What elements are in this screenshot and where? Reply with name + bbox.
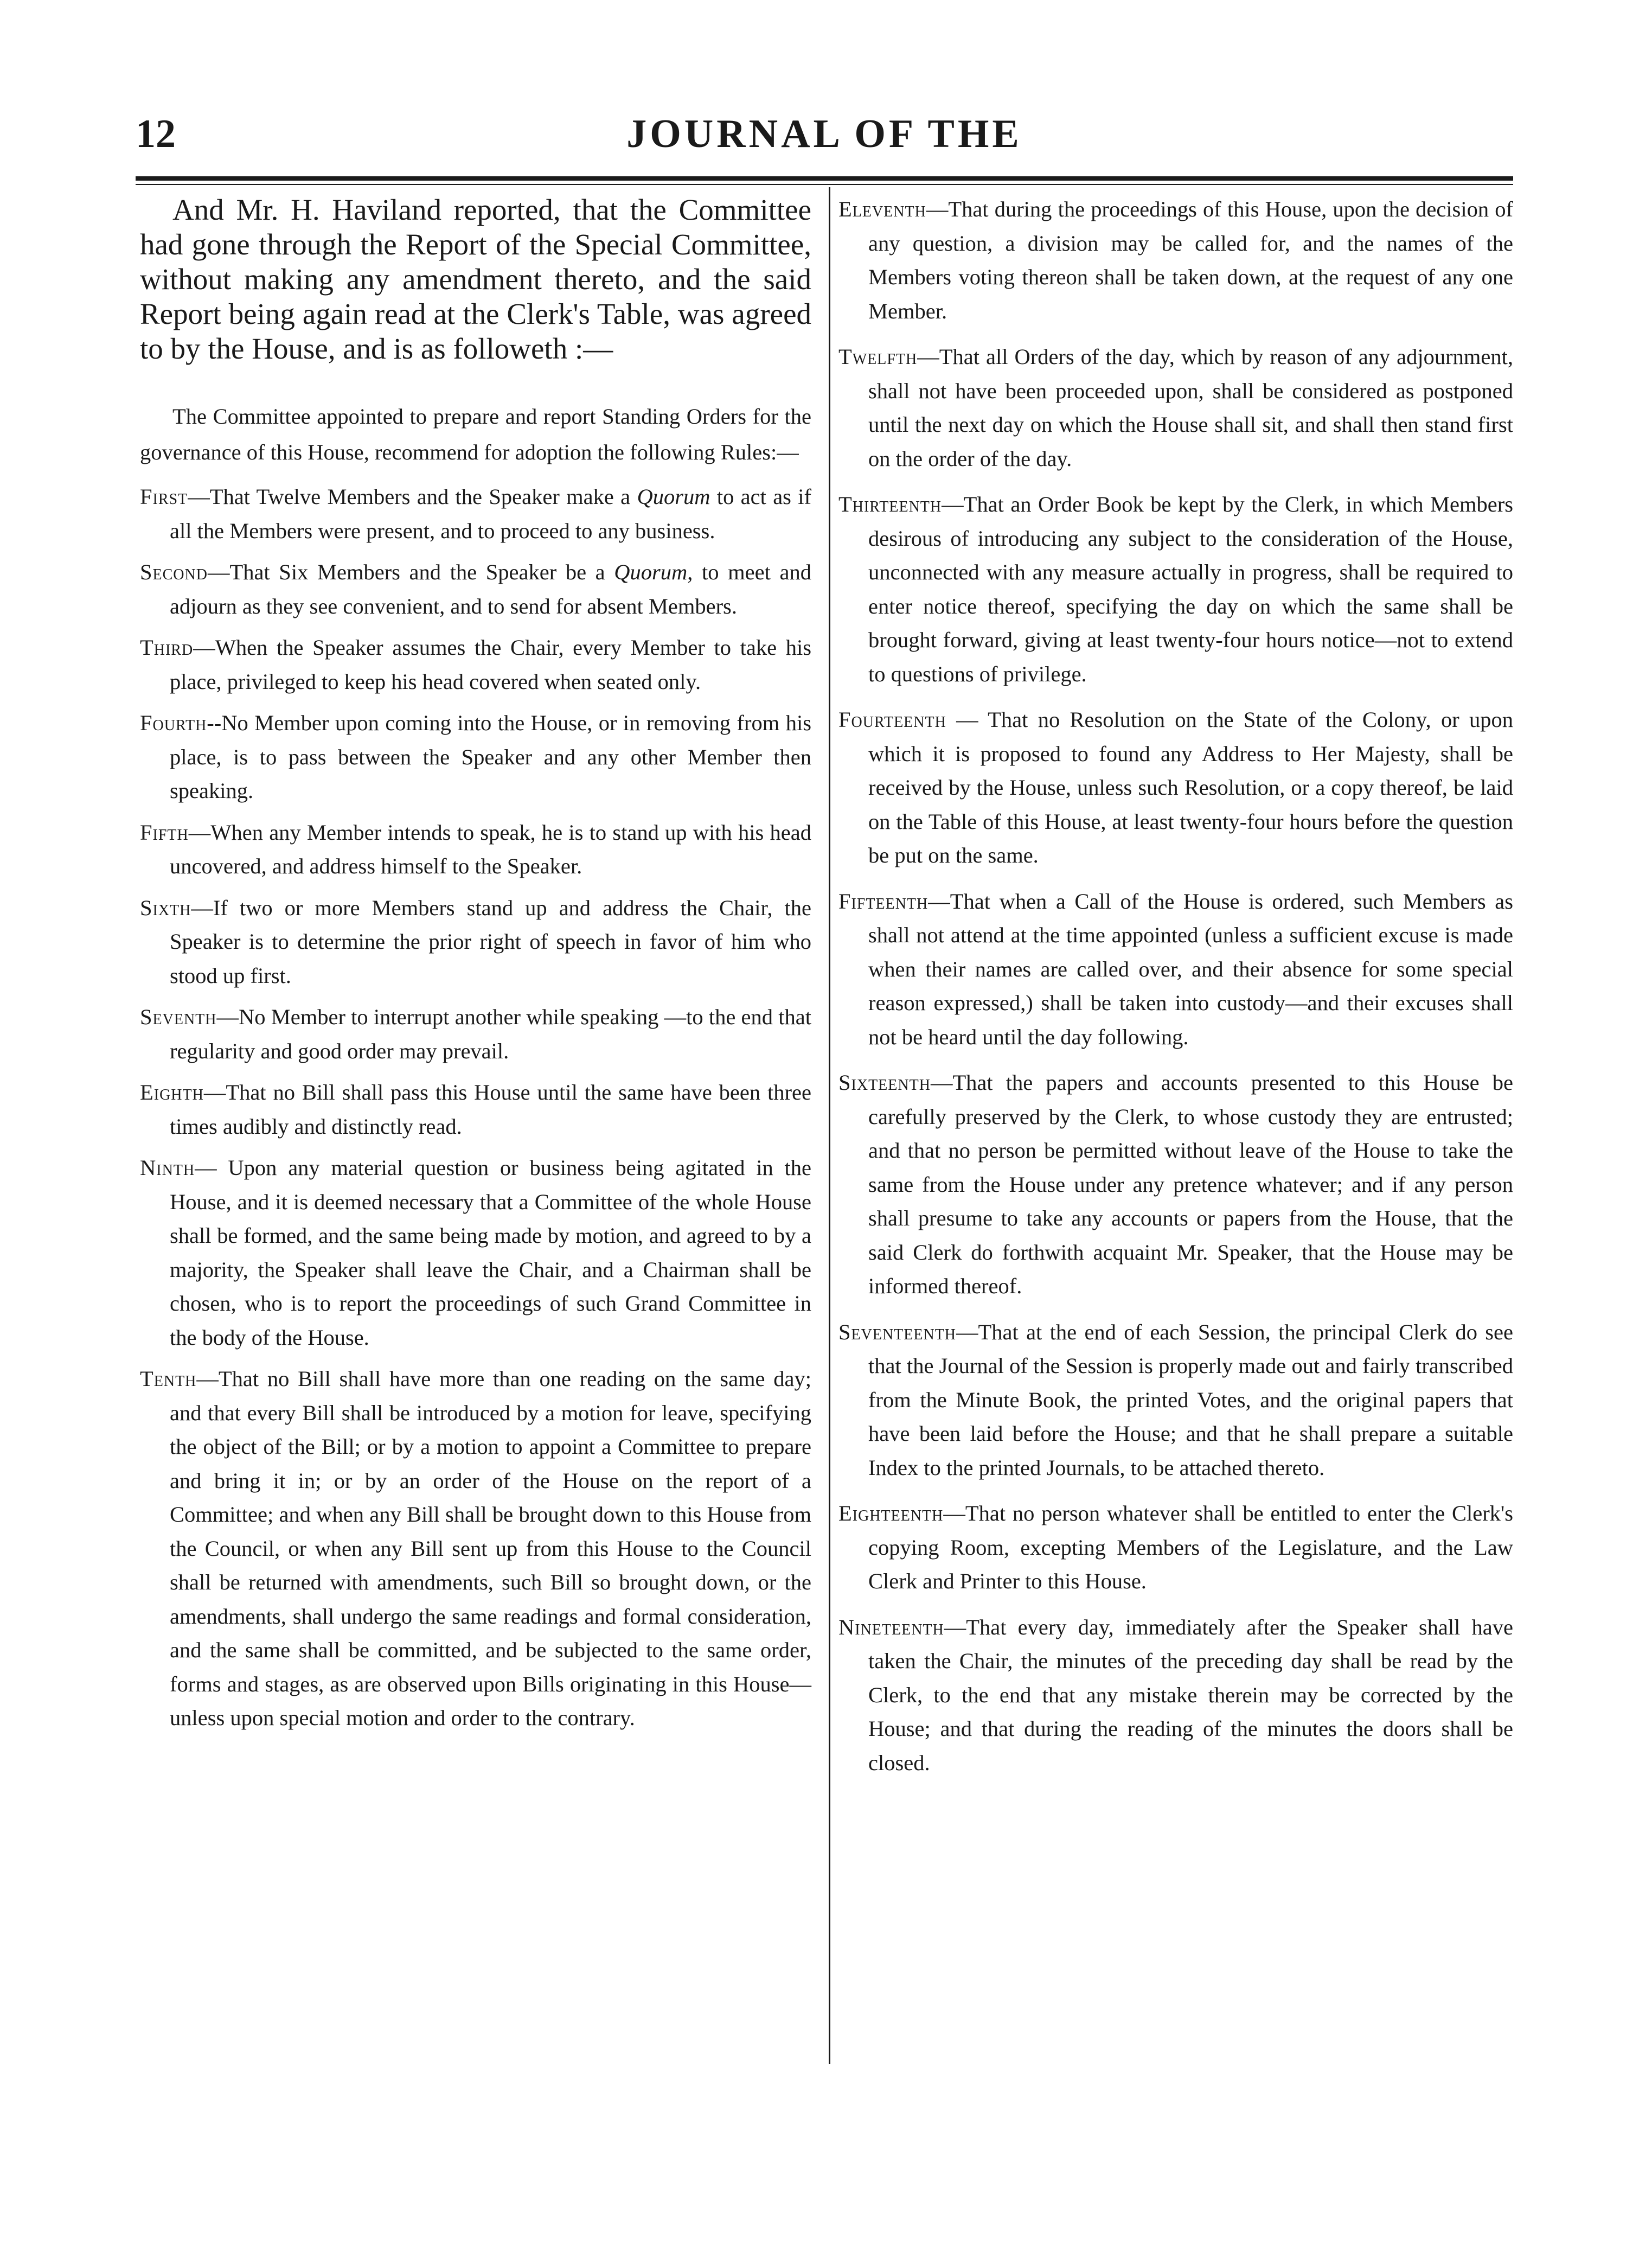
rule-text: —That no Bill shall pass this House until the same have been three times audibly and distinctly read.: [170, 1080, 811, 1139]
rule-label: Eighth: [140, 1080, 204, 1104]
rule-eighth: [140, 1076, 811, 1144]
rule-label: Fifteenth: [838, 889, 929, 914]
rule-label: First: [140, 484, 188, 509]
rule-fourth: [140, 706, 811, 808]
running-title: JOURNAL OF THE: [626, 112, 1022, 156]
rule-text: —That Six Members and the Speaker be a Quorum, to meet and adjourn as they see convenient, and to send for absent Members.: [170, 560, 811, 618]
rule-seventeenth: [838, 1316, 1513, 1485]
rule-second: [140, 555, 811, 623]
rule-first: [140, 480, 811, 548]
rule-label: Second: [140, 560, 208, 584]
rule-text: —That an Order Book be kept by the Clerk, in which Members desirous of introducing any subject to the consideration of the House, unconnected with any measure actually in progress, shall be required to enter notice thereof, specifying the day on which the same shall be brought forward, giving at least twenty-four hours notice—not to extend to questions of privilege.: [868, 492, 1513, 686]
rule-text: —No Member to interrupt another while speaking —to the end that regularity and good order may prevail.: [170, 1005, 811, 1063]
rule-sixteenth: [838, 1066, 1513, 1304]
rule-text: —When any Member intends to speak, he is to stand up with his head uncovered, and address himself to the Speaker.: [170, 820, 811, 878]
rule-text: —That no Bill shall have more than one reading on the same day; and that every Bill shall be introduced by a motion for leave, specifying the object of the Bill; or by a motion to appoint a Committee to prepare and bring it in; or by an order of the House on the report of a Committee; and when any Bill shall be brought down to this House from the Council, or when any Bill sent up from this House to the Council shall be returned with amendments, such Bill so brought down, or the amendments, shall undergo the same readings and formal consideration, and the same shall be committed, and be subjected to the same order, forms and stages, as are observed upon Bills originating in this House—unless upon special motion and order to the contrary.: [170, 1366, 811, 1730]
column-divider: [829, 187, 830, 2064]
rule-twelfth: [838, 340, 1513, 476]
rule-label: Tenth: [140, 1366, 197, 1391]
rule-fifteenth: [838, 885, 1513, 1055]
rule-text: —That all Orders of the day, which by reason of any adjournment, shall not have been proceeded upon, shall be considered as postponed until the next day on which the House shall sit, and shall then stand first on the order of the day.: [868, 344, 1513, 471]
rule-fourteenth: [838, 703, 1513, 873]
rule-thirteenth: [838, 488, 1513, 691]
rule-third: [140, 631, 811, 699]
page-number: 12: [136, 112, 176, 156]
rule-label: Fourth: [140, 711, 207, 735]
rule-label: Eighteenth: [838, 1501, 944, 1525]
rule-eighteenth: [838, 1497, 1513, 1599]
report-intro-paragraph: And Mr. H. Haviland reported, that the Committee had gone through the Report of the Special Committee, without making any amendment thereto, and the said Report being again read at the Clerk's Table, was agreed to by the House, and is as followeth :—: [140, 193, 811, 365]
rule-text: —That the papers and accounts presented to this House be carefully preserved by the Clerk, to whose custody they are entrusted; and that no person be permitted without leave of the House to take the same from the House under any pretence whatever; and if any person shall presume to take any accounts or papers from the House, that the said Clerk do forthwith acquaint Mr. Speaker, that the House may be informed thereof.: [868, 1070, 1513, 1298]
rule-text: —That no person whatever shall be entitled to enter the Clerk's copying Room, excepting Members of the Legislature, and the Law Clerk and Printer to this House.: [868, 1501, 1513, 1593]
rule-label: Third: [140, 635, 194, 660]
committee-preamble: The Committee appointed to prepare and report Standing Orders for the governance of this House, recommend for adoption the following Rules:—: [140, 404, 811, 464]
right-column: [838, 193, 1513, 1792]
rule-text: —That Twelve Members and the Speaker make a Quorum to act as if all the Members were present, and to proceed to any business.: [170, 484, 811, 543]
rule-label: Fourteenth: [838, 707, 946, 732]
rule-text: —That when a Call of the House is ordered, such Members as shall not attend at the time appointed (unless a sufficient excuse is made when their names are called over, and their absence for some special reason expressed,) shall be taken into custody—and their excuses shall not be heard until the day following.: [868, 889, 1513, 1049]
rule-sixth: [140, 891, 811, 993]
header-rule-thin: [136, 184, 1513, 185]
page-header: [136, 111, 1513, 171]
rule-label: Seventeenth: [838, 1319, 957, 1344]
rule-fifth: [140, 816, 811, 884]
rule-text: —That during the proceedings of this House, upon the decision of any question, a division may be called for, and the names of the Members voting thereon shall be taken down, at the request of any one Member.: [868, 197, 1513, 323]
rule-label: Twelfth: [838, 344, 918, 369]
header-rule-thick: [136, 176, 1513, 181]
rule-label: Thirteenth: [838, 492, 942, 516]
rule-text: --No Member upon coming into the House, or in removing from his place, is to pass between the Speaker and any other Member then speaking.: [170, 711, 811, 803]
rule-label: Sixth: [140, 895, 191, 920]
rule-text: —That at the end of each Session, the principal Clerk do see that the Journal of the Session is properly made out and fairly transcribed from the Minute Book, the printed Votes, and the original papers that have been laid before the House; and that he shall prepare a suitable Index to the printed Journals, to be attached thereto.: [868, 1319, 1513, 1480]
rule-tenth: [140, 1362, 811, 1735]
rule-label: Nineteenth: [838, 1614, 944, 1639]
rule-label: Eleventh: [838, 197, 926, 221]
quorum-italic: Quorum: [614, 560, 688, 584]
rule-nineteenth: [838, 1611, 1513, 1780]
rule-label: Ninth: [140, 1155, 195, 1180]
rule-text: —When the Speaker assumes the Chair, every Member to take his place, privileged to keep his head covered when seated only.: [170, 635, 811, 694]
rule-seventh: [140, 1000, 811, 1068]
rule-text: —That every day, immediately after the Speaker shall have taken the Chair, the minutes of the preceding day shall be read by the Clerk, to the end that any mistake therein may be corrected by the House; and that during the reading of the minutes the doors shall be closed.: [868, 1614, 1513, 1775]
rule-label: Sixteenth: [838, 1070, 931, 1095]
left-column: [140, 193, 811, 1743]
rule-text: — That no Resolution on the State of the Colony, or upon which it is proposed to found any Address to Her Majesty, shall be received by the House, unless such Resolution, or a copy thereof, be laid on the Table of this House, at least twenty-four hours before the question be put on the same.: [868, 707, 1513, 867]
quorum-italic: Quorum: [637, 484, 710, 509]
rule-text: —If two or more Members stand up and address the Chair, the Speaker is to determine the prior right of speech in favor of him who stood up first.: [170, 895, 811, 988]
rule-label: Seventh: [140, 1005, 217, 1029]
rule-ninth: [140, 1151, 811, 1355]
rule-label: Fifth: [140, 820, 189, 845]
rule-eleventh: [838, 193, 1513, 328]
rule-text: — Upon any material question or business being agitated in the House, and it is deemed necessary that a Committee of the whole House shall be formed, and the same being made by motion, and agreed to by a majority, the Speaker shall leave the Chair, and a Chairman shall be chosen, who is to report the proceedings of such Grand Committee in the body of the House.: [170, 1155, 811, 1350]
